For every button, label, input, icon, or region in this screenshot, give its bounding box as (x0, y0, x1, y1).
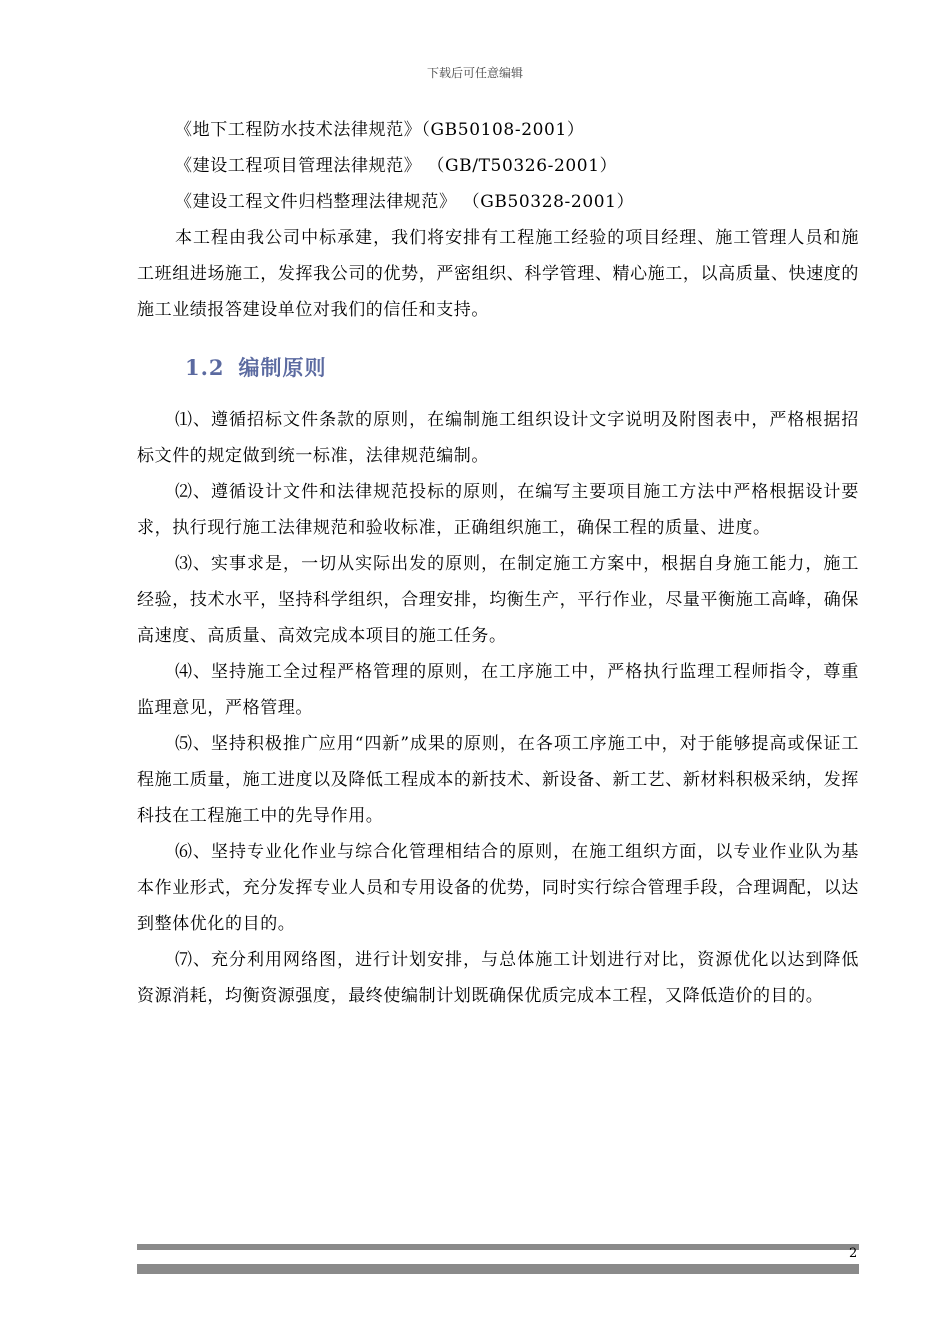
section-heading (137, 350, 859, 386)
page-number: 2 (849, 1246, 858, 1261)
footer-rule-top (137, 1244, 859, 1250)
section-title: 编制原则 (238, 355, 327, 380)
intro-paragraph: 本工程由我公司中标承建，我们将安排有工程施工经验的项目经理、施工管理人员和施工班组进场施工，发挥我公司的优势，严密组织、科学管理、精心施工，以高质量、快速度的施工业绩报答建设单位对我们的信任和支持。 (137, 228, 859, 320)
document-body (137, 112, 859, 1014)
section-number: 1.2 (185, 355, 225, 380)
principle-paragraph: ⑶、实事求是，一切从实际出发的原则，在制定施工方案中，根据自身施工能力，施工经验，技术水平，坚持科学组织，合理安排，均衡生产，平行作业，尽量平衡施工高峰，确保高速度、高质量、高效完成本项目的施工任务。 (137, 554, 859, 646)
footer-rule-bottom (137, 1264, 859, 1274)
principle-paragraph: ⑴、遵循招标文件条款的原则，在编制施工组织设计文字说明及附图表中，严格根据招标文件的规定做到统一标准，法律规范编制。 (137, 410, 859, 466)
principle-paragraph: ⑺、充分利用网络图，进行计划安排，与总体施工计划进行对比，资源优化以达到降低资源消耗，均衡资源强度，最终使编制计划既确保优质完成本工程，又降低造价的目的。 (137, 950, 859, 1006)
standard-item: 《建设工程文件归档整理法律规范》 （GB50328-2001） (175, 192, 635, 212)
standard-item: 《地下工程防水技术法律规范》（GB50108-2001） (175, 120, 585, 140)
page-header-note: 下载后可任意编辑 (426, 66, 523, 80)
principle-paragraph: ⑷、坚持施工全过程严格管理的原则，在工序施工中，严格执行监理工程师指令，尊重监理意见，严格管理。 (137, 662, 859, 718)
principle-paragraph: ⑹、坚持专业化作业与综合化管理相结合的原则，在施工组织方面，以专业作业队为基本作业形式，充分发挥专业人员和专用设备的优势，同时实行综合管理手段，合理调配，以达到整体优化的目的。 (137, 842, 859, 934)
standard-item: 《建设工程项目管理法律规范》 （GB/T50326-2001） (175, 156, 618, 176)
principle-paragraph: ⑸、坚持积极推广应用“四新”成果的原则，在各项工序施工中，对于能够提高或保证工程施工质量，施工进度以及降低工程成本的新技术、新设备、新工艺、新材料积极采纳，发挥科技在工程施工中的先导作用。 (137, 734, 859, 826)
principle-paragraph: ⑵、遵循设计文件和法律规范投标的原则，在编写主要项目施工方法中严格根据设计要求，执行现行施工法律规范和验收标准，正确组织施工，确保工程的质量、进度。 (137, 482, 859, 538)
